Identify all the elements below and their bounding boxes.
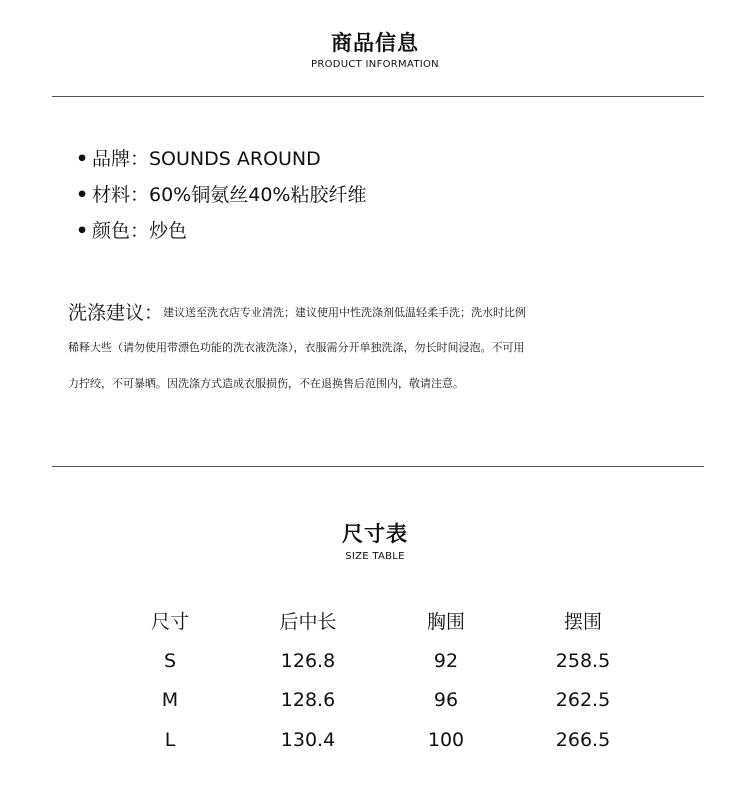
product-info-title: 商品信息	[331, 31, 419, 55]
wash-instructions	[68, 296, 658, 403]
table-cell: 266.5	[555, 729, 611, 751]
table-cell: 100	[427, 729, 465, 751]
table-cell: 262.5	[555, 689, 611, 711]
wash-text: 建议送至洗衣店专业清洗；建议使用中性洗涤剂低温轻柔手洗；洗水时比例	[163, 306, 527, 319]
table-cell: S	[163, 650, 177, 672]
product-attribute-list	[76, 145, 366, 253]
section-divider	[52, 466, 704, 467]
table-cell: 258.5	[555, 650, 611, 672]
table-row	[0, 723, 750, 757]
table-cell: 96	[433, 689, 459, 711]
wash-label: 洗涤建议：	[68, 302, 164, 324]
table-row	[0, 683, 750, 717]
wash-text: 稀释大些（请勿使用带漂色功能的洗衣液洗涤），衣服需分开单独洗涤，勿长时间浸泡。不可用	[68, 341, 525, 354]
bullet-marker: •	[76, 148, 89, 170]
wash-line	[68, 331, 658, 367]
color-text: 颜色：炒色	[92, 220, 188, 242]
table-cell: M	[161, 689, 179, 711]
table-header-row	[0, 605, 750, 639]
table-cell: 92	[433, 650, 459, 672]
color-item	[76, 217, 366, 253]
table-cell: 126.8	[280, 650, 336, 672]
brand-item	[76, 145, 366, 181]
section-divider	[52, 96, 704, 97]
material-item	[76, 181, 366, 217]
size-table-title: 尺寸表	[342, 522, 408, 546]
table-cell: 130.4	[280, 729, 336, 751]
size-table-subtitle: SIZE TABLE	[345, 551, 405, 562]
wash-text: 力拧绞，不可暴晒。因洗涤方式造成衣服损伤，不在退换售后范围内，敬请注意。	[68, 377, 464, 390]
bullet-marker: •	[76, 220, 89, 242]
table-cell: L	[164, 729, 176, 751]
header-hem: 摆围	[563, 611, 602, 633]
header-chest: 胸围	[426, 611, 465, 633]
wash-line	[68, 367, 658, 403]
header-size: 尺寸	[150, 611, 189, 633]
header-back-length: 后中长	[279, 611, 337, 633]
material-text: 材料：60%铜氨丝40%粘胶纤维	[92, 184, 367, 206]
product-info-subtitle: PRODUCT INFORMATION	[311, 59, 439, 70]
table-row	[0, 644, 750, 678]
table-cell: 128.6	[280, 689, 336, 711]
wash-line	[68, 296, 658, 331]
bullet-marker: •	[76, 184, 89, 206]
brand-text: 品牌：SOUNDS AROUND	[92, 148, 321, 170]
